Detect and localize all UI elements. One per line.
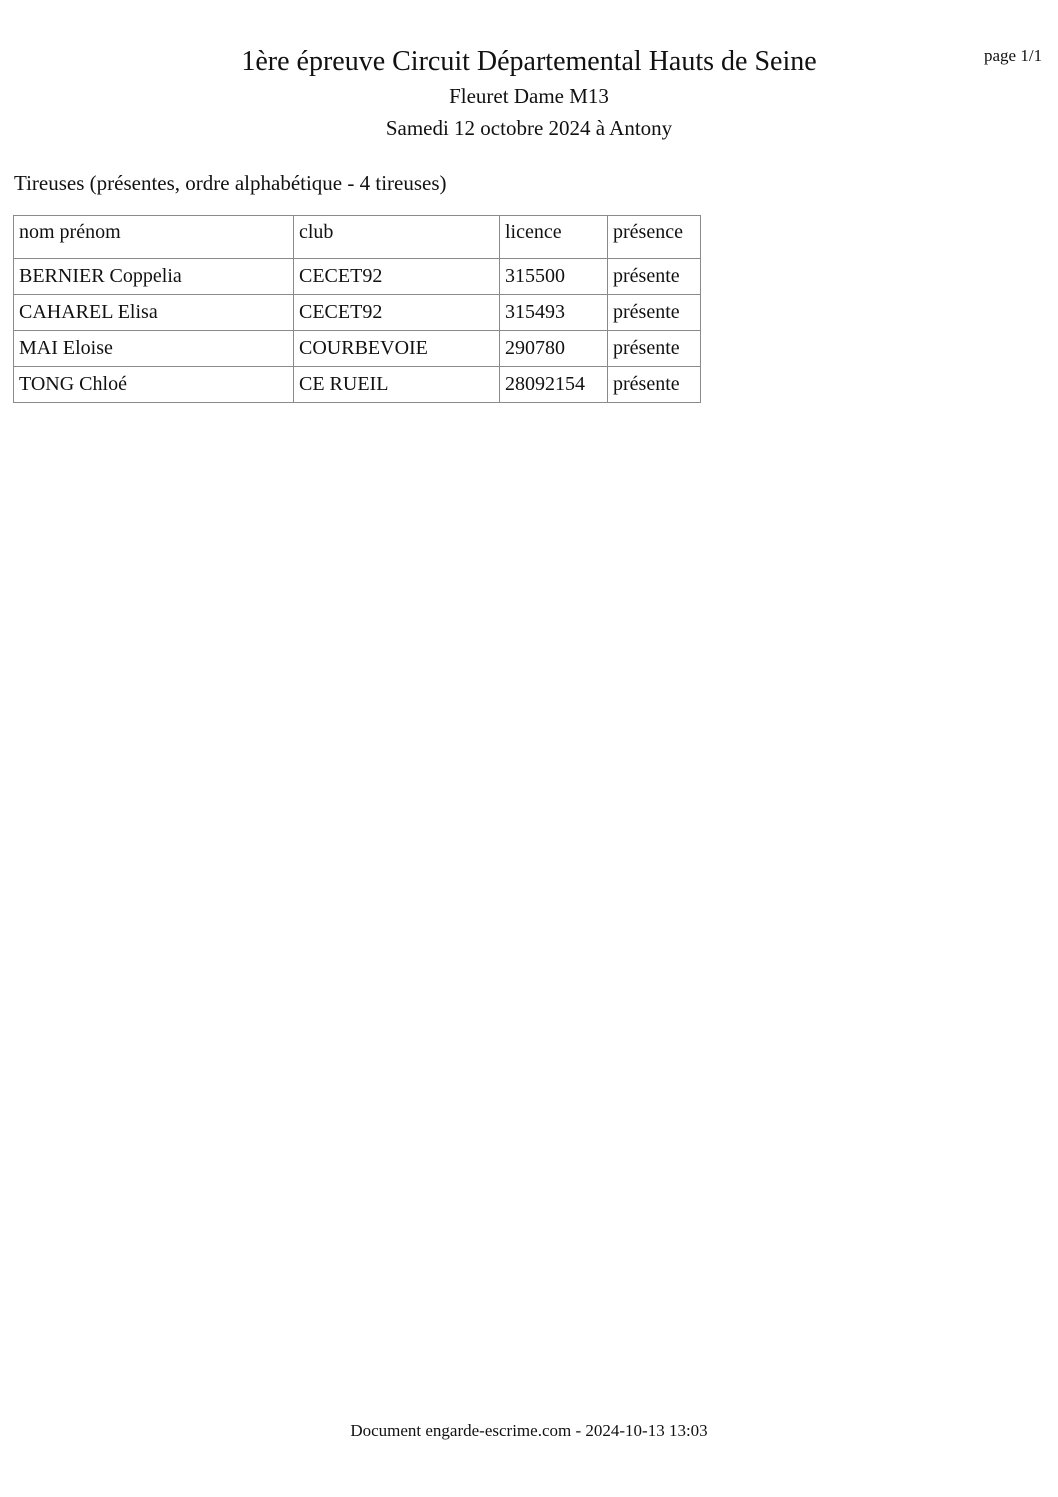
- column-header-name: nom prénom: [14, 216, 294, 259]
- cell-name: MAI Eloise: [14, 331, 294, 367]
- column-header-licence: licence: [500, 216, 608, 259]
- cell-presence: présente: [608, 259, 701, 295]
- cell-club: COURBEVOIE: [294, 331, 500, 367]
- table-row: [14, 331, 701, 367]
- cell-name: CAHAREL Elisa: [14, 295, 294, 331]
- table-row: [14, 259, 701, 295]
- column-header-club: club: [294, 216, 500, 259]
- cell-presence: présente: [608, 295, 701, 331]
- event-date-location: Samedi 12 octobre 2024 à Antony: [385, 116, 673, 140]
- document-footer: Document engarde-escrime.com - 2024-10-13 13:03: [350, 1421, 708, 1440]
- cell-club: CECET92: [294, 259, 500, 295]
- event-category: Fleuret Dame M13: [449, 84, 609, 108]
- cell-licence: 315500: [500, 259, 608, 295]
- table-header-row: [14, 216, 701, 259]
- document-title: 1ère épreuve Circuit Départemental Hauts de Seine: [241, 46, 817, 77]
- section-title: Tireuses (présentes, ordre alphabétique - 4 tireuses): [14, 171, 447, 195]
- table-row: [14, 367, 701, 403]
- cell-licence: 315493: [500, 295, 608, 331]
- cell-name: TONG Chloé: [14, 367, 294, 403]
- cell-club: CE RUEIL: [294, 367, 500, 403]
- cell-licence: 28092154: [500, 367, 608, 403]
- table-row: [14, 295, 701, 331]
- fencers-table: [13, 215, 701, 403]
- cell-name: BERNIER Coppelia: [14, 259, 294, 295]
- document-header: [0, 44, 1058, 143]
- cell-presence: présente: [608, 331, 701, 367]
- cell-presence: présente: [608, 367, 701, 403]
- cell-club: CECET92: [294, 295, 500, 331]
- column-header-presence: présence: [608, 216, 701, 259]
- page-number: page 1/1: [984, 46, 1043, 65]
- cell-licence: 290780: [500, 331, 608, 367]
